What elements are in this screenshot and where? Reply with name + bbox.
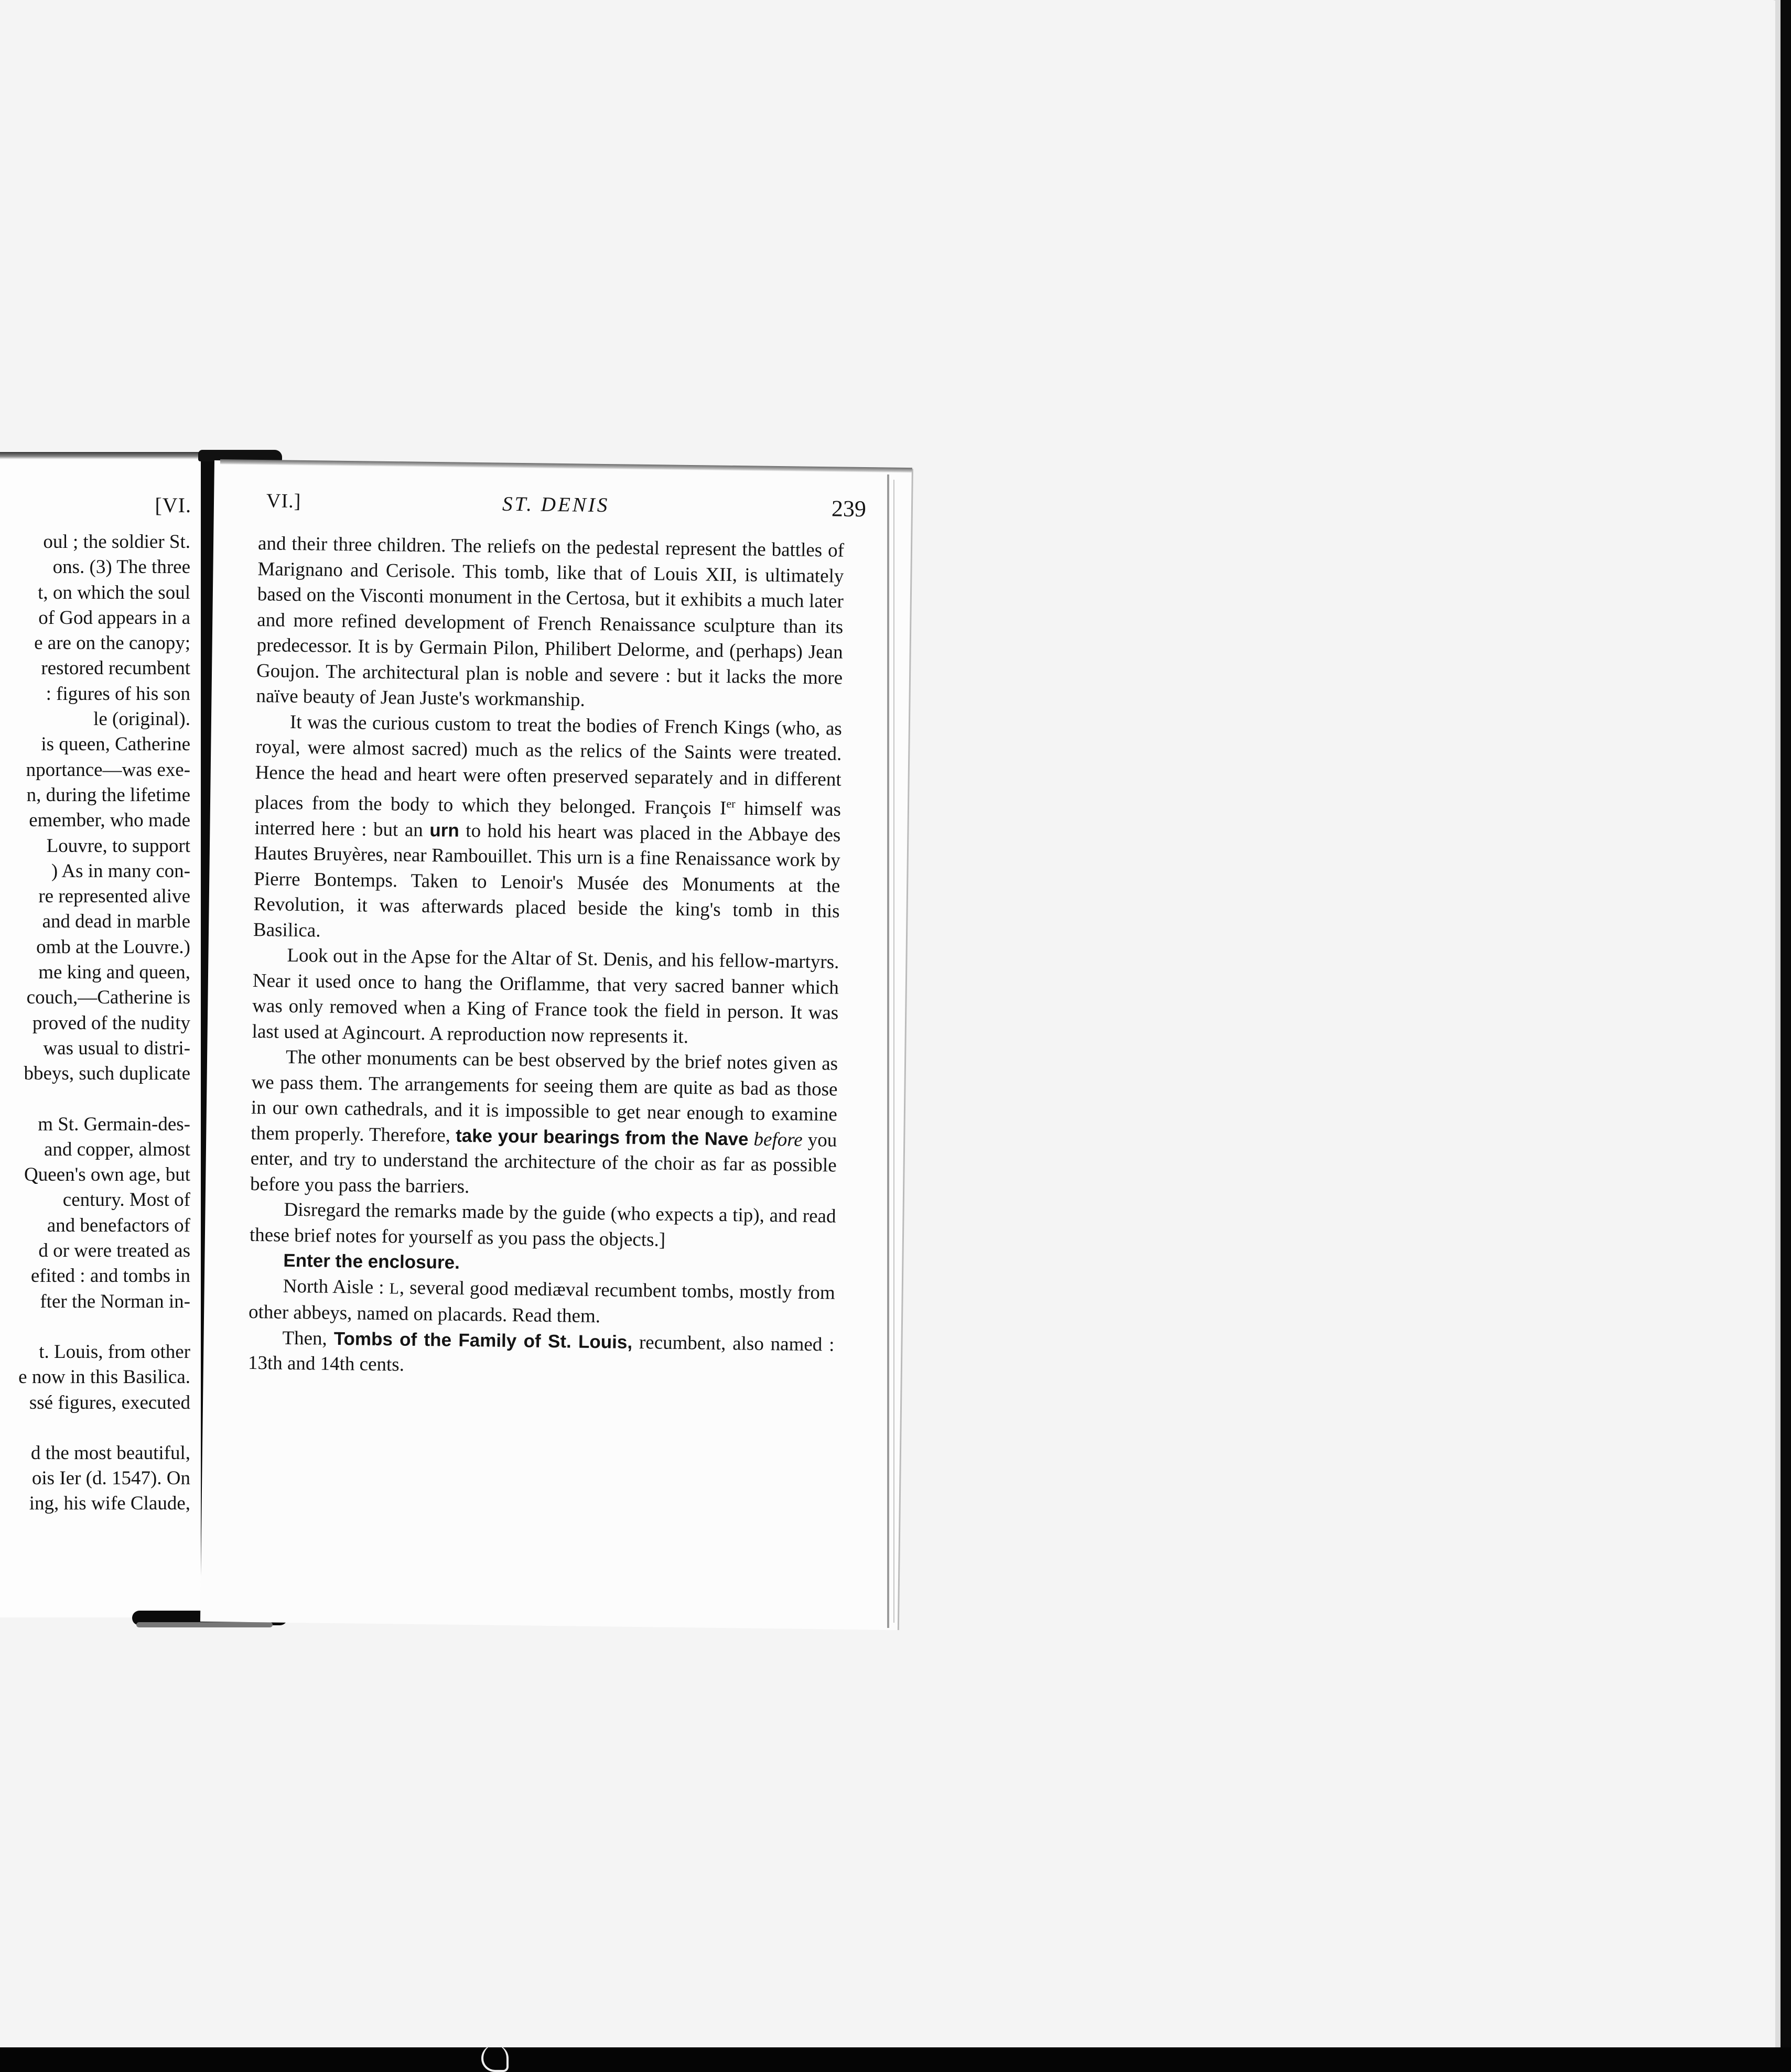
left-text-line: t. Louis, from other xyxy=(39,1341,190,1363)
left-text-line: fter the Norman in- xyxy=(40,1290,190,1312)
right-page xyxy=(200,460,913,1630)
left-text-line: bbeys, such duplicate xyxy=(24,1063,190,1085)
left-text-line: and benefactors of xyxy=(47,1214,190,1236)
left-text-line: ois Ier (d. 1547). On xyxy=(31,1467,190,1490)
left-text-line: was usual to distri- xyxy=(43,1037,190,1059)
left-text-line: efited : and tombs in xyxy=(30,1265,190,1287)
left-text-line: m St. Germain-des- xyxy=(38,1113,190,1135)
page-stack-edge xyxy=(887,474,889,1628)
left-text-line: e are on the canopy; xyxy=(34,632,190,654)
left-text-line: ing, his wife Claude, xyxy=(29,1493,190,1515)
paragraph-2: It was the curious custom to treat the bodies of French Kings (who, as royal, were almost sacred) much as the relics of the Saints were treated. Hence the head and heart were often preserved separately and in different places from the body to which they belonged. François Ier himself was interred here : but an urn to hold his heart was placed in the Abbaye des Hautes Bruyères, near Rambouillet. This urn is a fine Renaissance work by Pierre Bontemps. Taken to Lenoir's Musée des Monuments at the Revolution, it was afterwards placed beside the king's tomb in this Basilica. xyxy=(253,711,843,942)
left-text-line: ) As in many con- xyxy=(51,860,190,882)
paragraph-5: Disregard the remarks made by the guide (who expects a tip), and read these brief notes for yourself as you pass the objects.] xyxy=(249,1199,836,1251)
left-page-text xyxy=(0,530,190,1517)
running-head xyxy=(266,489,867,523)
bold-instruction: take your bearings from the Nave xyxy=(455,1125,749,1150)
left-running-head: [VI. xyxy=(155,493,191,517)
left-text-line: oul ; the soldier St. xyxy=(43,531,190,553)
paragraph-3: Look out in the Apse for the Altar of St. Denis, and his fellow-martyrs. Near it used once to hang the Oriflamme, that very sacred banner which was only removed when a King of France took the field in person. It was last used at Agincourt. A reproduction now represents it. xyxy=(252,945,839,1048)
page-body xyxy=(248,531,845,1383)
paragraph-7: North Aisle : L, several good mediæval recumbent tombs, mostly from other abbeys, named on placards. Read them. xyxy=(248,1275,835,1328)
scan-right-border-inner xyxy=(1775,0,1781,2047)
spine-bottom-shadow xyxy=(136,1622,273,1627)
left-text-line: omb at the Louvre.) xyxy=(36,936,190,958)
left-text-line: proved of the nudity xyxy=(32,1012,190,1034)
left-text-line: n, during the lifetime xyxy=(26,784,190,806)
left-text-line: century. Most of xyxy=(62,1189,190,1211)
left-text-line: ons. (3) The three xyxy=(52,556,190,578)
paragraph-1: and their three children. The reliefs on the pedestal represent the battles of Marignano and Cerisole. This tomb, like that of Louis XII, is ultimately based on the Visconti monument in the Certosa, but it exhibits a much later and more refined development of French Renaissance sculpture than its predecessor. It is by Germain Pilon, Philibert Delorme, and (perhaps) Jean Goujon. The architectural plan is noble and severe : but it lacks the more naïve beauty of Jean Juste's workmanship. xyxy=(256,533,845,711)
left-text-line xyxy=(0,1314,190,1340)
enter-enclosure-heading: Enter the enclosure. xyxy=(283,1250,460,1274)
left-page xyxy=(0,451,207,1617)
left-text-line: : figures of his son xyxy=(46,683,190,705)
scan-right-border xyxy=(1779,0,1791,2047)
left-text-line: Louvre, to support xyxy=(46,835,190,857)
left-text-line: re represented alive xyxy=(38,886,190,908)
left-text-line: Queen's own age, but xyxy=(24,1164,190,1186)
page-stack-edge-2 xyxy=(893,480,894,1623)
left-text-line: nportance—was exe- xyxy=(26,759,190,781)
left-text-line: restored recumbent xyxy=(41,657,190,679)
left-text-line: ssé figures, executed xyxy=(29,1391,190,1413)
left-text-line xyxy=(0,1087,190,1112)
left-text-line: t, on which the soul xyxy=(38,581,190,603)
page-title: ST. DENIS xyxy=(502,492,610,517)
left-text-line: d the most beautiful, xyxy=(30,1442,190,1464)
chapter-marker: VI.] xyxy=(266,490,301,513)
left-text-line: me king and queen, xyxy=(38,962,190,984)
left-text-line: of God appears in a xyxy=(38,607,190,629)
scan-artifact-mark xyxy=(481,2045,509,2072)
left-text-line: and copper, almost xyxy=(44,1138,190,1160)
left-text-line: emember, who made xyxy=(29,810,190,832)
paragraph-4: The other monuments can be best observed by the brief notes given as we pass them. The arrangements for seeing them are quite as bad as those in our own cathedrals, and it is impossible to get near enough to examine them properly. Therefore, take your bearings from the Nave before you enter, and try to understand the architecture of the choir as far as possible before you pass the barriers. xyxy=(250,1046,838,1197)
left-text-line xyxy=(0,1416,190,1441)
paragraph-8: Then, Tombs of the Family of St. Louis, recumbent, also named : 13th and 14th cents. xyxy=(247,1327,835,1376)
bold-tombs-heading: Tombs of the Family of St. Louis, xyxy=(333,1328,633,1353)
italic-before: before xyxy=(753,1128,803,1151)
left-text-line: and dead in marble xyxy=(42,911,190,933)
scan-bottom-border xyxy=(0,2047,1791,2072)
left-page-top-edge xyxy=(0,452,204,459)
left-text-line: e now in this Basilica. xyxy=(18,1366,190,1388)
left-text-line: couch,—Catherine is xyxy=(26,987,190,1009)
left-text-line: is queen, Catherine xyxy=(41,733,190,756)
left-text-line: d or were treated as xyxy=(38,1240,190,1262)
bold-term-urn: urn xyxy=(429,819,460,841)
page-number: 239 xyxy=(831,495,867,522)
left-text-line: le (original). xyxy=(93,708,190,730)
